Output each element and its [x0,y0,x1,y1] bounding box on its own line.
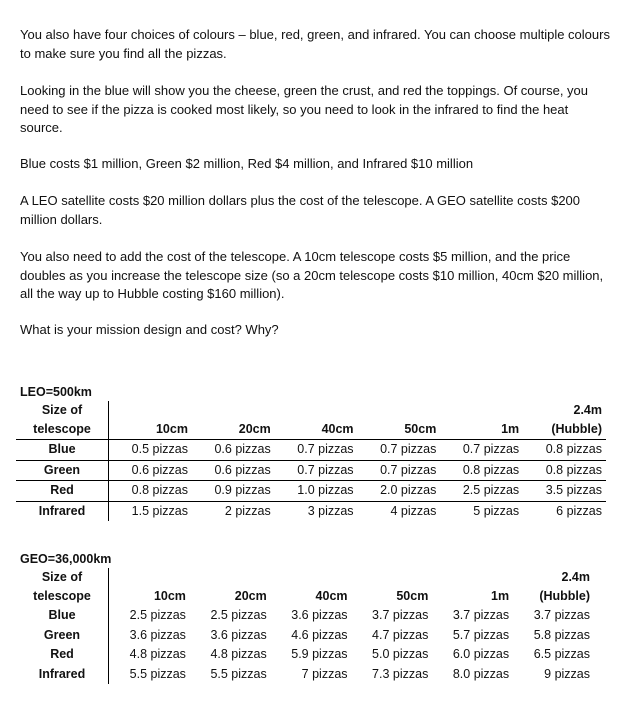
leo-cell: 0.7 pizzas [358,460,441,481]
paragraph-question: What is your mission design and cost? Why? [20,322,279,337]
leo-hubble-size: 2.4m [573,403,602,417]
leo-cell: 2.5 pizzas [440,481,523,502]
geo-cell: 3.7 pizzas [452,608,510,623]
geo-cell: 3.6 pizzas [291,608,348,623]
geo-size-header: (Hubble) [539,589,590,603]
geo-header-row-top [16,568,594,587]
geo-band-label: Green [16,626,109,646]
leo-cell: 4 pizzas [390,503,437,518]
geo-cell: 4.8 pizzas [129,647,186,662]
leo-cell: 0.6 pizzas [109,460,192,481]
leo-cell: 2.0 pizzas [358,481,441,502]
geo-band-label: Infrared [16,665,109,685]
leo-cell: 0.8 pizzas [523,440,606,461]
geo-cell: 5.8 pizzas [533,627,590,642]
leo-cell: 0.7 pizzas [275,440,358,461]
geo-cell: 3.7 pizzas [533,608,590,623]
leo-cell: 0.6 pizzas [192,460,275,481]
geo-cell: 3.6 pizzas [129,627,186,642]
leo-cell: 0.5 pizzas [109,440,192,461]
geo-band-label: Blue [16,606,109,626]
leo-cell: 1.5 pizzas [131,503,188,518]
table-row [16,440,606,461]
geo-size-header: 40cm [315,589,348,603]
leo-size-header: 50cm [358,420,441,440]
leo-cell: 6 pizzas [556,503,602,518]
leo-cell: 0.8 pizzas [523,460,606,481]
geo-cell: 6.0 pizzas [452,647,510,662]
table-row [16,501,606,521]
leo-cell: 1.0 pizzas [275,481,358,502]
geo-table-title: GEO=36,000km [20,552,112,566]
leo-cell: 5 pizzas [473,503,520,518]
table-row [16,460,606,481]
geo-size-header: 50cm [396,589,429,603]
geo-cell: 7.3 pizzas [372,666,429,681]
geo-size-label-top: Size of [16,568,109,587]
paragraph-colour-costs: Blue costs $1 million, Green $2 million, Red $4 million, and Infrared $10 million [20,156,474,171]
paragraph-colour-choices: You also have four choices of colours – blue, red, green, and infrared. You can choose multiple colours to make sure you find all the pizzas. [20,27,610,61]
geo-cell: 5.7 pizzas [452,627,510,642]
leo-header-row-top [16,401,606,420]
leo-size-label-bottom: telescope [16,420,109,440]
leo-cell: 0.8 pizzas [109,481,192,502]
leo-cell: 2 pizzas [224,503,271,518]
leo-band-label: Blue [16,440,109,461]
leo-size-label-top: Size of [16,401,109,420]
leo-header-row [16,420,606,440]
geo-header-row [16,587,594,606]
leo-size-header: (Hubble) [523,420,606,440]
leo-cell: 0.6 pizzas [192,440,275,461]
geo-cell: 5.5 pizzas [210,666,267,681]
leo-cell: 0.9 pizzas [192,481,275,502]
geo-size-header: 1m [491,589,510,603]
leo-table [16,401,606,521]
geo-size-header: 10cm [153,589,186,603]
leo-size-header: 40cm [275,420,358,440]
paragraph-telescope-costs: You also need to add the cost of the telescope. A 10cm telescope costs $5 million, and the price doubles as you increase the telescope size (so a 20cm telescope costs $10 million, 40cm $20 million, all the way up to Hubble costing $160 million). [20,249,604,301]
geo-cell: 5.0 pizzas [372,647,429,662]
geo-cell: 5.9 pizzas [291,647,348,662]
table-row [16,626,594,646]
geo-cell: 4.8 pizzas [210,647,267,662]
geo-size-header: 20cm [234,589,267,603]
geo-cell: 4.7 pizzas [372,627,429,642]
leo-cell: 0.7 pizzas [275,460,358,481]
geo-cell: 3.6 pizzas [210,627,267,642]
geo-cell: 2.5 pizzas [129,608,186,623]
leo-size-header: 10cm [109,420,192,440]
leo-size-header: 1m [440,420,523,440]
geo-cell: 4.6 pizzas [291,627,348,642]
table-row [16,481,606,502]
paragraph-colour-meaning: Looking in the blue will show you the cheese, green the crust, and red the toppings. Of course, you need to see if the pizza is cooked most likely, so you need to look in the infrared to find the heat source. [20,83,589,135]
table-row [16,606,594,626]
geo-cell: 9 pizzas [544,666,590,681]
leo-cell: 0.7 pizzas [440,440,523,461]
geo-cell: 3.7 pizzas [372,608,429,623]
geo-cell: 6.5 pizzas [533,647,590,662]
geo-table [16,568,594,684]
leo-size-header: 20cm [192,420,275,440]
geo-size-label-bottom: telescope [16,587,109,606]
leo-cell: 0.8 pizzas [440,460,523,481]
leo-cell: 0.7 pizzas [358,440,441,461]
geo-cell: 2.5 pizzas [210,608,267,623]
leo-band-label: Infrared [16,501,109,521]
leo-cell: 3.5 pizzas [523,481,606,502]
geo-band-label: Red [16,645,109,665]
geo-cell: 8.0 pizzas [452,666,510,681]
paragraph-satellite-costs: A LEO satellite costs $20 million dollars plus the cost of the telescope. A GEO satellite costs $200 million dollars. [20,193,581,227]
geo-hubble-size: 2.4m [561,570,590,584]
geo-cell: 5.5 pizzas [129,666,186,681]
geo-cell: 7 pizzas [301,666,348,681]
leo-table-title: LEO=500km [20,385,92,399]
table-row [16,645,594,665]
leo-band-label: Green [16,460,109,481]
table-row [16,665,594,685]
leo-cell: 3 pizzas [307,503,354,518]
leo-band-label: Red [16,481,109,502]
